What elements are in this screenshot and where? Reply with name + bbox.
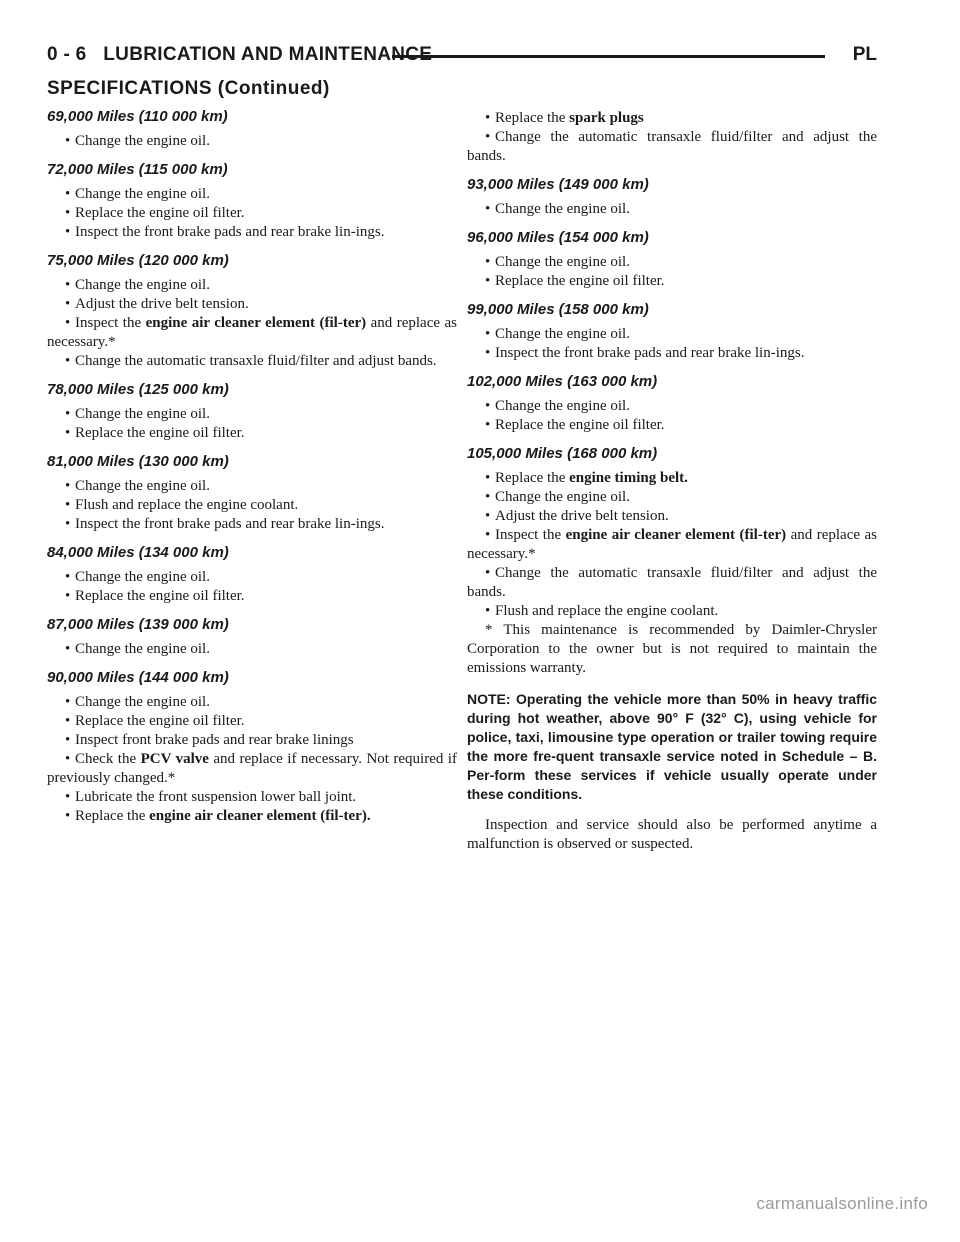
list-item: • Replace the engine air cleaner element (fil-ter). bbox=[65, 808, 371, 824]
watermark: carmanualsonline.info bbox=[756, 1194, 928, 1213]
body-paragraph: Inspection and service should also be performed anytime a malfunction is observed or suspected. bbox=[467, 817, 877, 852]
bullet-icon: • bbox=[485, 489, 491, 505]
header-left bbox=[47, 44, 432, 66]
list-item: • Inspect the engine air cleaner element (fil-ter) and replace as necessary.* bbox=[47, 315, 457, 350]
list-item: • Change the engine oil. bbox=[485, 326, 630, 342]
bullet-icon: • bbox=[65, 277, 71, 293]
maintenance-interval bbox=[467, 229, 877, 291]
interval-title: 81,000 Miles (130 000 km) bbox=[47, 453, 229, 470]
maintenance-interval bbox=[467, 445, 877, 621]
interval-title: 78,000 Miles (125 000 km) bbox=[47, 381, 229, 398]
interval-continued bbox=[467, 109, 877, 166]
bullet-icon: • bbox=[65, 353, 71, 369]
maintenance-interval bbox=[47, 453, 457, 534]
bullet-icon: • bbox=[485, 508, 491, 524]
list-item: • Change the engine oil. bbox=[485, 201, 630, 217]
interval-title: 87,000 Miles (139 000 km) bbox=[47, 616, 229, 633]
list-item: • Change the automatic transaxle fluid/filter and adjust the bands. bbox=[467, 129, 877, 164]
list-item: • Lubricate the front suspension lower ball joint. bbox=[65, 789, 357, 805]
list-item: • Inspect the front brake pads and rear brake lin-ings. bbox=[485, 345, 805, 361]
bullet-icon: • bbox=[485, 201, 491, 217]
bullet-icon: • bbox=[65, 588, 71, 604]
maintenance-interval bbox=[47, 669, 457, 826]
bullet-icon: • bbox=[65, 406, 71, 422]
model-code: PL bbox=[852, 44, 877, 65]
list-item: • Adjust the drive belt tension. bbox=[485, 508, 669, 524]
bullet-icon: • bbox=[65, 808, 71, 824]
interval-title: 72,000 Miles (115 000 km) bbox=[47, 161, 228, 178]
bullet-icon: • bbox=[65, 751, 71, 767]
interval-title: 84,000 Miles (134 000 km) bbox=[47, 544, 229, 561]
bullet-icon: • bbox=[65, 425, 71, 441]
footnote: * This maintenance is recommended by Daimler-Chrysler Corporation to the owner but is not required to maintain the emissions warranty. bbox=[467, 622, 877, 676]
maintenance-interval bbox=[467, 301, 877, 363]
interval-title: 90,000 Miles (144 000 km) bbox=[47, 669, 229, 686]
bullet-icon: • bbox=[485, 254, 491, 270]
bullet-icon: • bbox=[485, 273, 491, 289]
bullet-icon: • bbox=[65, 224, 71, 240]
section-subheading: SPECIFICATIONS (Continued) bbox=[47, 78, 330, 99]
bullet-icon: • bbox=[485, 470, 491, 486]
bullet-icon: • bbox=[65, 569, 71, 585]
bullet-icon: • bbox=[485, 603, 491, 619]
list-item: • Replace the engine oil filter. bbox=[65, 713, 245, 729]
list-item: • Adjust the drive belt tension. bbox=[65, 296, 249, 312]
list-item: • Inspect the front brake pads and rear brake lin-ings. bbox=[65, 224, 385, 240]
bullet-icon: • bbox=[65, 296, 71, 312]
interval-title: 96,000 Miles (154 000 km) bbox=[467, 229, 649, 246]
bullet-icon: • bbox=[65, 789, 71, 805]
list-item: • Change the automatic transaxle fluid/filter and adjust bands. bbox=[65, 353, 437, 369]
bullet-icon: • bbox=[65, 205, 71, 221]
list-item: • Inspect the front brake pads and rear brake lin-ings. bbox=[65, 516, 385, 532]
bullet-icon: • bbox=[65, 315, 71, 331]
left-column bbox=[47, 108, 457, 836]
maintenance-interval bbox=[47, 544, 457, 606]
maintenance-interval bbox=[467, 176, 877, 219]
maintenance-interval bbox=[467, 373, 877, 435]
bullet-icon: • bbox=[65, 478, 71, 494]
list-item: • Replace the engine oil filter. bbox=[485, 417, 665, 433]
list-item: • Change the engine oil. bbox=[65, 641, 210, 657]
bullet-icon: • bbox=[485, 527, 491, 543]
bullet-icon: • bbox=[65, 133, 71, 149]
bullet-icon: • bbox=[485, 326, 491, 342]
maintenance-interval bbox=[47, 381, 457, 443]
list-item: • Replace the engine oil filter. bbox=[65, 588, 245, 604]
bullet-icon: • bbox=[485, 110, 491, 126]
list-item: • Change the engine oil. bbox=[65, 478, 210, 494]
list-item: • Change the engine oil. bbox=[65, 186, 210, 202]
bullet-icon: • bbox=[65, 641, 71, 657]
list-item: • Change the automatic transaxle fluid/filter and adjust the bands. bbox=[467, 565, 877, 600]
bullet-icon: • bbox=[65, 713, 71, 729]
bullet-icon: • bbox=[485, 417, 491, 433]
list-item: • Change the engine oil. bbox=[65, 406, 210, 422]
note-paragraph: NOTE: Operating the vehicle more than 50% in heavy traffic during hot weather, above 90° F (32° C), using vehicle for police, taxi, limousine type operation or trailer towing require the more fre-quent transaxle service noted in Schedule – B. Per-form these services if vehicle usually operate under these conditions. bbox=[467, 691, 877, 802]
interval-title: 105,000 Miles (168 000 km) bbox=[467, 445, 658, 462]
page-header bbox=[47, 44, 877, 80]
bullet-icon: • bbox=[485, 129, 491, 145]
interval-title: 99,000 Miles (158 000 km) bbox=[467, 301, 649, 318]
list-item: • Change the engine oil. bbox=[65, 133, 210, 149]
bullet-icon: • bbox=[485, 398, 491, 414]
maintenance-interval bbox=[47, 616, 457, 659]
list-item: • Change the engine oil. bbox=[485, 254, 630, 270]
list-item: • Replace the engine oil filter. bbox=[65, 425, 245, 441]
list-item: • Change the engine oil. bbox=[485, 398, 630, 414]
interval-title: 69,000 Miles (110 000 km) bbox=[47, 108, 228, 125]
right-column bbox=[467, 108, 877, 854]
list-item: • Flush and replace the engine coolant. bbox=[65, 497, 299, 513]
list-item: • Replace the engine timing belt. bbox=[485, 470, 688, 486]
interval-title: 75,000 Miles (120 000 km) bbox=[47, 252, 229, 269]
list-item: • Flush and replace the engine coolant. bbox=[485, 603, 719, 619]
list-item: • Change the engine oil. bbox=[65, 694, 210, 710]
list-item: • Check the PCV valve and replace if necessary. Not required if previously changed.* bbox=[47, 751, 458, 786]
interval-title: 93,000 Miles (149 000 km) bbox=[467, 176, 649, 193]
list-item: • Change the engine oil. bbox=[485, 489, 630, 505]
chapter-title: LUBRICATION AND MAINTENANCE bbox=[103, 44, 433, 65]
list-item: • Change the engine oil. bbox=[65, 277, 210, 293]
bullet-icon: • bbox=[65, 497, 71, 513]
bullet-icon: • bbox=[65, 516, 71, 532]
page-number: 0 - 6 bbox=[47, 44, 87, 65]
list-item: • Replace the spark plugs bbox=[485, 110, 644, 126]
maintenance-interval bbox=[47, 108, 457, 151]
maintenance-interval bbox=[47, 252, 457, 371]
list-item: • Inspect the engine air cleaner element (fil-ter) and replace as necessary.* bbox=[467, 527, 877, 562]
bullet-icon: • bbox=[485, 565, 491, 581]
list-item: • Inspect front brake pads and rear brake linings bbox=[65, 732, 354, 748]
interval-title: 102,000 Miles (163 000 km) bbox=[467, 373, 658, 390]
header-rule bbox=[392, 55, 825, 58]
list-item: • Replace the engine oil filter. bbox=[65, 205, 245, 221]
bullet-icon: • bbox=[65, 186, 71, 202]
list-item: • Change the engine oil. bbox=[65, 569, 210, 585]
bullet-icon: • bbox=[65, 732, 71, 748]
bullet-icon: • bbox=[485, 345, 491, 361]
list-item: • Replace the engine oil filter. bbox=[485, 273, 665, 289]
maintenance-interval bbox=[47, 161, 457, 242]
bullet-icon: • bbox=[65, 694, 71, 710]
